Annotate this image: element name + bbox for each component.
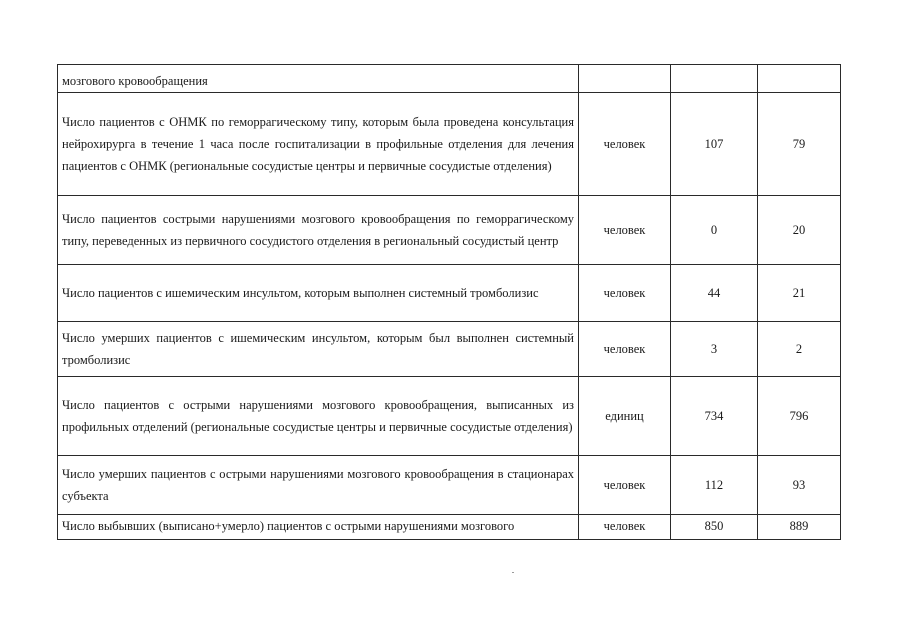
value-cell-2: 2 xyxy=(758,322,841,377)
indicator-cell: Число умерших пациентов с острыми нарушениями мозгового кровообращения в стационарах субъекта xyxy=(58,456,579,515)
unit-cell xyxy=(579,65,671,93)
indicator-cell: Число выбывших (выписано+умерло) пациентов с острыми нарушениями мозгового xyxy=(58,515,579,540)
value-cell-2: 93 xyxy=(758,456,841,515)
value-cell-2: 21 xyxy=(758,265,841,322)
indicator-cell: Число пациентов с ишемическим инсультом, которым выполнен системный тромболизис xyxy=(58,265,579,322)
table-row xyxy=(58,456,841,515)
unit-cell: человек xyxy=(579,93,671,196)
value-cell-1: 3 xyxy=(671,322,758,377)
value-cell-1: 0 xyxy=(671,196,758,265)
indicator-cell: мозгового кровообращения xyxy=(58,65,579,93)
value-cell-2: 889 xyxy=(758,515,841,540)
table-row xyxy=(58,322,841,377)
value-cell-1: 112 xyxy=(671,456,758,515)
value-cell-1: 44 xyxy=(671,265,758,322)
indicator-cell: Число пациентов сострыми нарушениями мозгового кровообращения по геморрагическому типу, переведенных из первичного сосудистого отделения в региональный сосудистый центр xyxy=(58,196,579,265)
table-row xyxy=(58,65,841,93)
table-row xyxy=(58,515,841,540)
value-cell-2: 79 xyxy=(758,93,841,196)
value-cell-2 xyxy=(758,65,841,93)
unit-cell: человек xyxy=(579,196,671,265)
table-row xyxy=(58,93,841,196)
value-cell-1: 734 xyxy=(671,377,758,456)
value-cell-2: 796 xyxy=(758,377,841,456)
table-row xyxy=(58,196,841,265)
indicator-cell: Число пациентов с острыми нарушениями мозгового кровообращения, выписанных из профильных отделений (региональные сосудистые центры и первичные сосудистые отделения) xyxy=(58,377,579,456)
value-cell-1 xyxy=(671,65,758,93)
indicator-cell: Число пациентов с ОНМК по геморрагическому типу, которым была проведена консультация нейрохирурга в течение 1 часа после госпитализации в профильные отделения для лечения пациентов с ОНМК (региональные сосудистые центры и первичные сосудистые отделения) xyxy=(58,93,579,196)
table-row xyxy=(58,377,841,456)
unit-cell: человек xyxy=(579,515,671,540)
unit-cell: человек xyxy=(579,322,671,377)
statistics-table xyxy=(57,64,841,540)
value-cell-1: 850 xyxy=(671,515,758,540)
value-cell-2: 20 xyxy=(758,196,841,265)
scan-speck xyxy=(512,572,514,573)
unit-cell: человек xyxy=(579,265,671,322)
unit-cell: единиц xyxy=(579,377,671,456)
unit-cell: человек xyxy=(579,456,671,515)
indicator-cell: Число умерших пациентов с ишемическим инсультом, которым был выполнен системный тромболизис xyxy=(58,322,579,377)
table-row xyxy=(58,265,841,322)
value-cell-1: 107 xyxy=(671,93,758,196)
